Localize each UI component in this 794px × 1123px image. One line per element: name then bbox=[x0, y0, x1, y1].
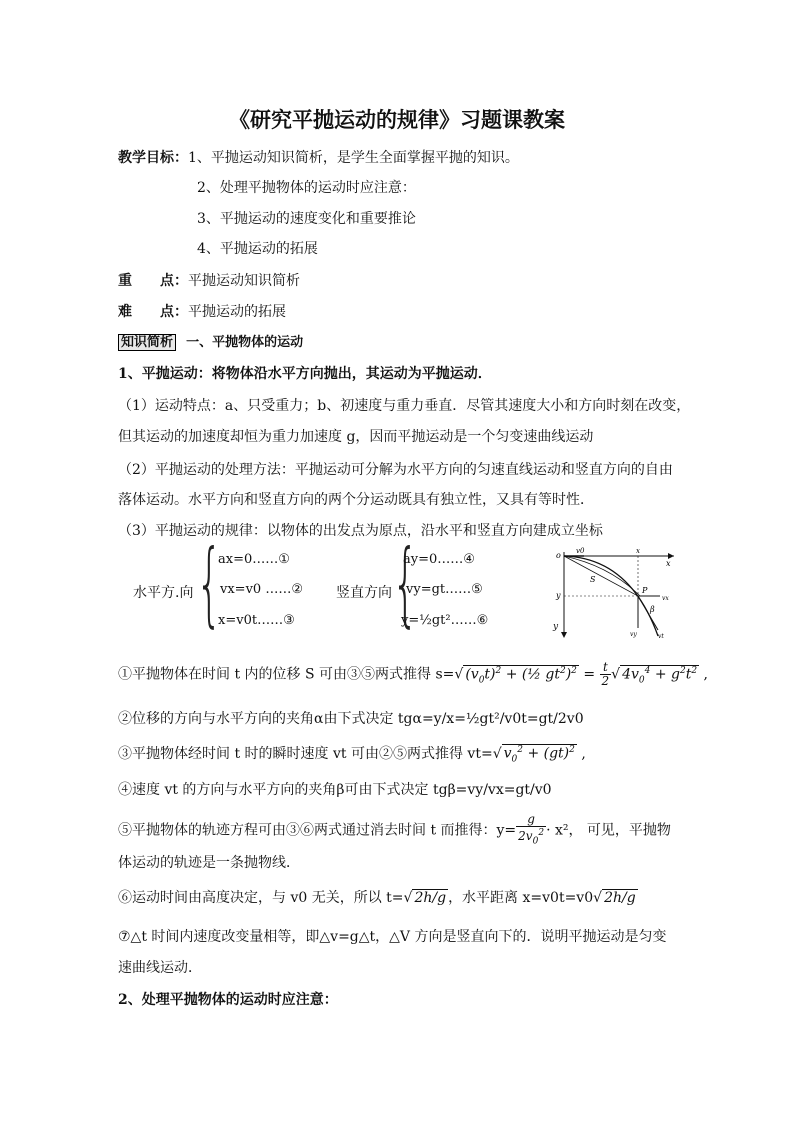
focus-text: 平抛运动知识简析 bbox=[188, 273, 300, 289]
objective-item-3: 3、平抛运动的速度变化和重要推论 bbox=[197, 211, 416, 227]
y-axis-arrow bbox=[561, 632, 567, 638]
focus-label: 重 点： bbox=[118, 273, 188, 289]
vertical-brace: { bbox=[392, 530, 419, 637]
objective-item-4: 4、平抛运动的拓展 bbox=[197, 241, 318, 257]
label-y-axis: y bbox=[553, 622, 559, 632]
label-s: S bbox=[590, 575, 596, 584]
vertical-eq3: y=½gt²……⑥ bbox=[401, 613, 489, 628]
result-1-text: ①平抛物体在时间 t 内的位移 S 可由③⑤两式推得 s= bbox=[118, 666, 455, 683]
point2-heading: 2、处理平抛物体的运动时应注意： bbox=[118, 992, 338, 1008]
para2-line1: （2）平抛运动的处理方法：平抛运动可分解为水平方向的匀速直线运动和竖直方向的自由 bbox=[118, 462, 673, 478]
objectives-label: 教学目标： bbox=[118, 150, 188, 166]
horizontal-brace: { bbox=[196, 530, 223, 637]
result-7-line1: ⑦△t 时间内速度改变量相等，即△v=g△t，△V 方向是竖直向下的．说明平抛运动是匀变 bbox=[118, 929, 667, 945]
vertical-eq1: ay=0……④ bbox=[403, 552, 475, 567]
result-5-line2: 体运动的轨迹是一条抛物线． bbox=[118, 855, 300, 871]
para1-line2: 但其运动的加速度却恒为重力加速度 g，因而平抛运动是一个匀变速曲线运动 bbox=[118, 429, 594, 445]
displacement-line bbox=[564, 556, 638, 596]
horizontal-eq3: x=v0t……③ bbox=[218, 613, 295, 628]
objective-line-1 bbox=[118, 147, 519, 167]
label-vx: vx bbox=[662, 595, 669, 602]
result-6-formula-a: 2h/g bbox=[414, 890, 447, 906]
label-x-mark: x bbox=[636, 547, 640, 555]
label-beta: β bbox=[650, 605, 655, 614]
result-1-formula-b: $4v_0^4 + g^2t^2$ bbox=[622, 665, 698, 686]
result-5-fraction: $\frac{g}{2v_0^2}$ bbox=[518, 812, 545, 847]
objective-item-1: 1、平抛运动知识简析，是学生全面掌握平抛的知识。 bbox=[188, 150, 519, 166]
result-6-mid: ，水平距离 x=v0t=v0 bbox=[448, 890, 594, 906]
result-4: ④速度 vt 的方向与水平方向的夹角β可由下式决定 tgβ=vy/vx=gt/v0 bbox=[118, 782, 552, 798]
page-title: 《研究平抛运动的规律》习题课教案 bbox=[229, 107, 565, 132]
vertical-eq2: vy=gt……⑤ bbox=[406, 582, 483, 597]
para1-line1: （1）运动特点：a、只受重力；b、初速度与重力垂直．尽管其速度大小和方向时刻在改变， bbox=[118, 398, 691, 414]
section-heading-line bbox=[118, 331, 303, 350]
vertical-label: 竖直方向 bbox=[336, 585, 392, 601]
sqrt-symbol-icon: √ bbox=[454, 666, 464, 683]
result-2: ②位移的方向与水平方向的夹角α由下式决定 tgα=y/x=½gt²/v0t=gt/2v0 bbox=[118, 711, 584, 727]
result-3-text: ③平抛物体经时间 t 时的瞬时速度 vt 可由②⑤两式推得 vt= bbox=[118, 746, 493, 762]
result-6-formula-b: 2h/g bbox=[604, 890, 636, 906]
label-v0: v0 bbox=[576, 547, 585, 555]
horizontal-eq2: vx=v0 ……② bbox=[220, 582, 303, 597]
label-p: P bbox=[642, 586, 648, 595]
sqrt-symbol-icon-4: √ bbox=[403, 890, 413, 906]
result-1-line: ①平抛物体在时间 t 内的位移 S 可由③⑤两式推得 s=√ $(v_0t)^2$ + (½ $gt^2)^2$ = $\frac{t}{2}$ √ $4v_0^4 + g^2t^2$ , bbox=[118, 660, 708, 688]
result-5-line bbox=[118, 813, 671, 848]
sqrt-symbol-icon-2: √ bbox=[611, 666, 621, 683]
label-vy: vy bbox=[630, 631, 637, 638]
vt-arrow bbox=[638, 596, 658, 630]
projectile-diagram bbox=[550, 546, 680, 642]
result-3-line: ③平抛物体经时间 t 时的瞬时速度 vt 可由②⑤两式推得 vt=√ $v_0^2 + (gt)^2$ , bbox=[118, 745, 586, 765]
result-6-text: ⑥运动时间由高度决定，与 v0 无关，所以 t= bbox=[118, 890, 404, 906]
label-x: x bbox=[666, 559, 671, 568]
section-heading: 一、平抛物体的运动 bbox=[186, 335, 304, 350]
section-tag: 知识简析 bbox=[118, 334, 176, 351]
difficulty-text: 平抛运动的拓展 bbox=[188, 304, 286, 320]
horizontal-label: 水平方.向 bbox=[133, 585, 194, 601]
point1-heading: 1、平抛运动：将物体沿水平方向抛出，其运动为平抛运动． bbox=[118, 366, 492, 382]
result-1-formula-a: $(v_0t)^2$ + (½ $gt^2)^2$ bbox=[465, 665, 577, 686]
para3: （3）平抛运动的规律：以物体的出发点为原点，沿水平和竖直方向建成立坐标 bbox=[118, 523, 603, 539]
para2-line2: 落体运动。水平方向和竖直方向的两个分运动既具有独立性，又具有等时性． bbox=[118, 492, 594, 508]
difficulty-label: 难 点： bbox=[118, 304, 188, 320]
label-vt: vt bbox=[658, 633, 664, 640]
result-3-formula: $v_0^2 + (gt)^2$ bbox=[503, 745, 575, 765]
difficulty-line bbox=[118, 301, 286, 321]
result-6-line bbox=[118, 887, 638, 907]
focus-line bbox=[118, 270, 300, 290]
label-o: o bbox=[556, 551, 561, 560]
sqrt-symbol-icon-3: √ bbox=[492, 746, 502, 762]
result-5-text: ⑤平抛物体的轨迹方程可由③⑥两式通过消去时间 t 而推得：y= bbox=[118, 822, 517, 839]
result-1-fraction: $\frac{t}{2}$ bbox=[601, 660, 610, 688]
result-5-tail: · x²， 可见，平抛物 bbox=[546, 822, 671, 839]
result-7-line2: 速曲线运动． bbox=[118, 960, 202, 976]
label-y-mark: y bbox=[556, 591, 561, 600]
horizontal-eq1: ax=0……① bbox=[218, 552, 290, 567]
sqrt-symbol-icon-5: √ bbox=[593, 890, 603, 906]
objective-item-2: 2、处理平抛物体的运动时应注意： bbox=[197, 180, 416, 196]
